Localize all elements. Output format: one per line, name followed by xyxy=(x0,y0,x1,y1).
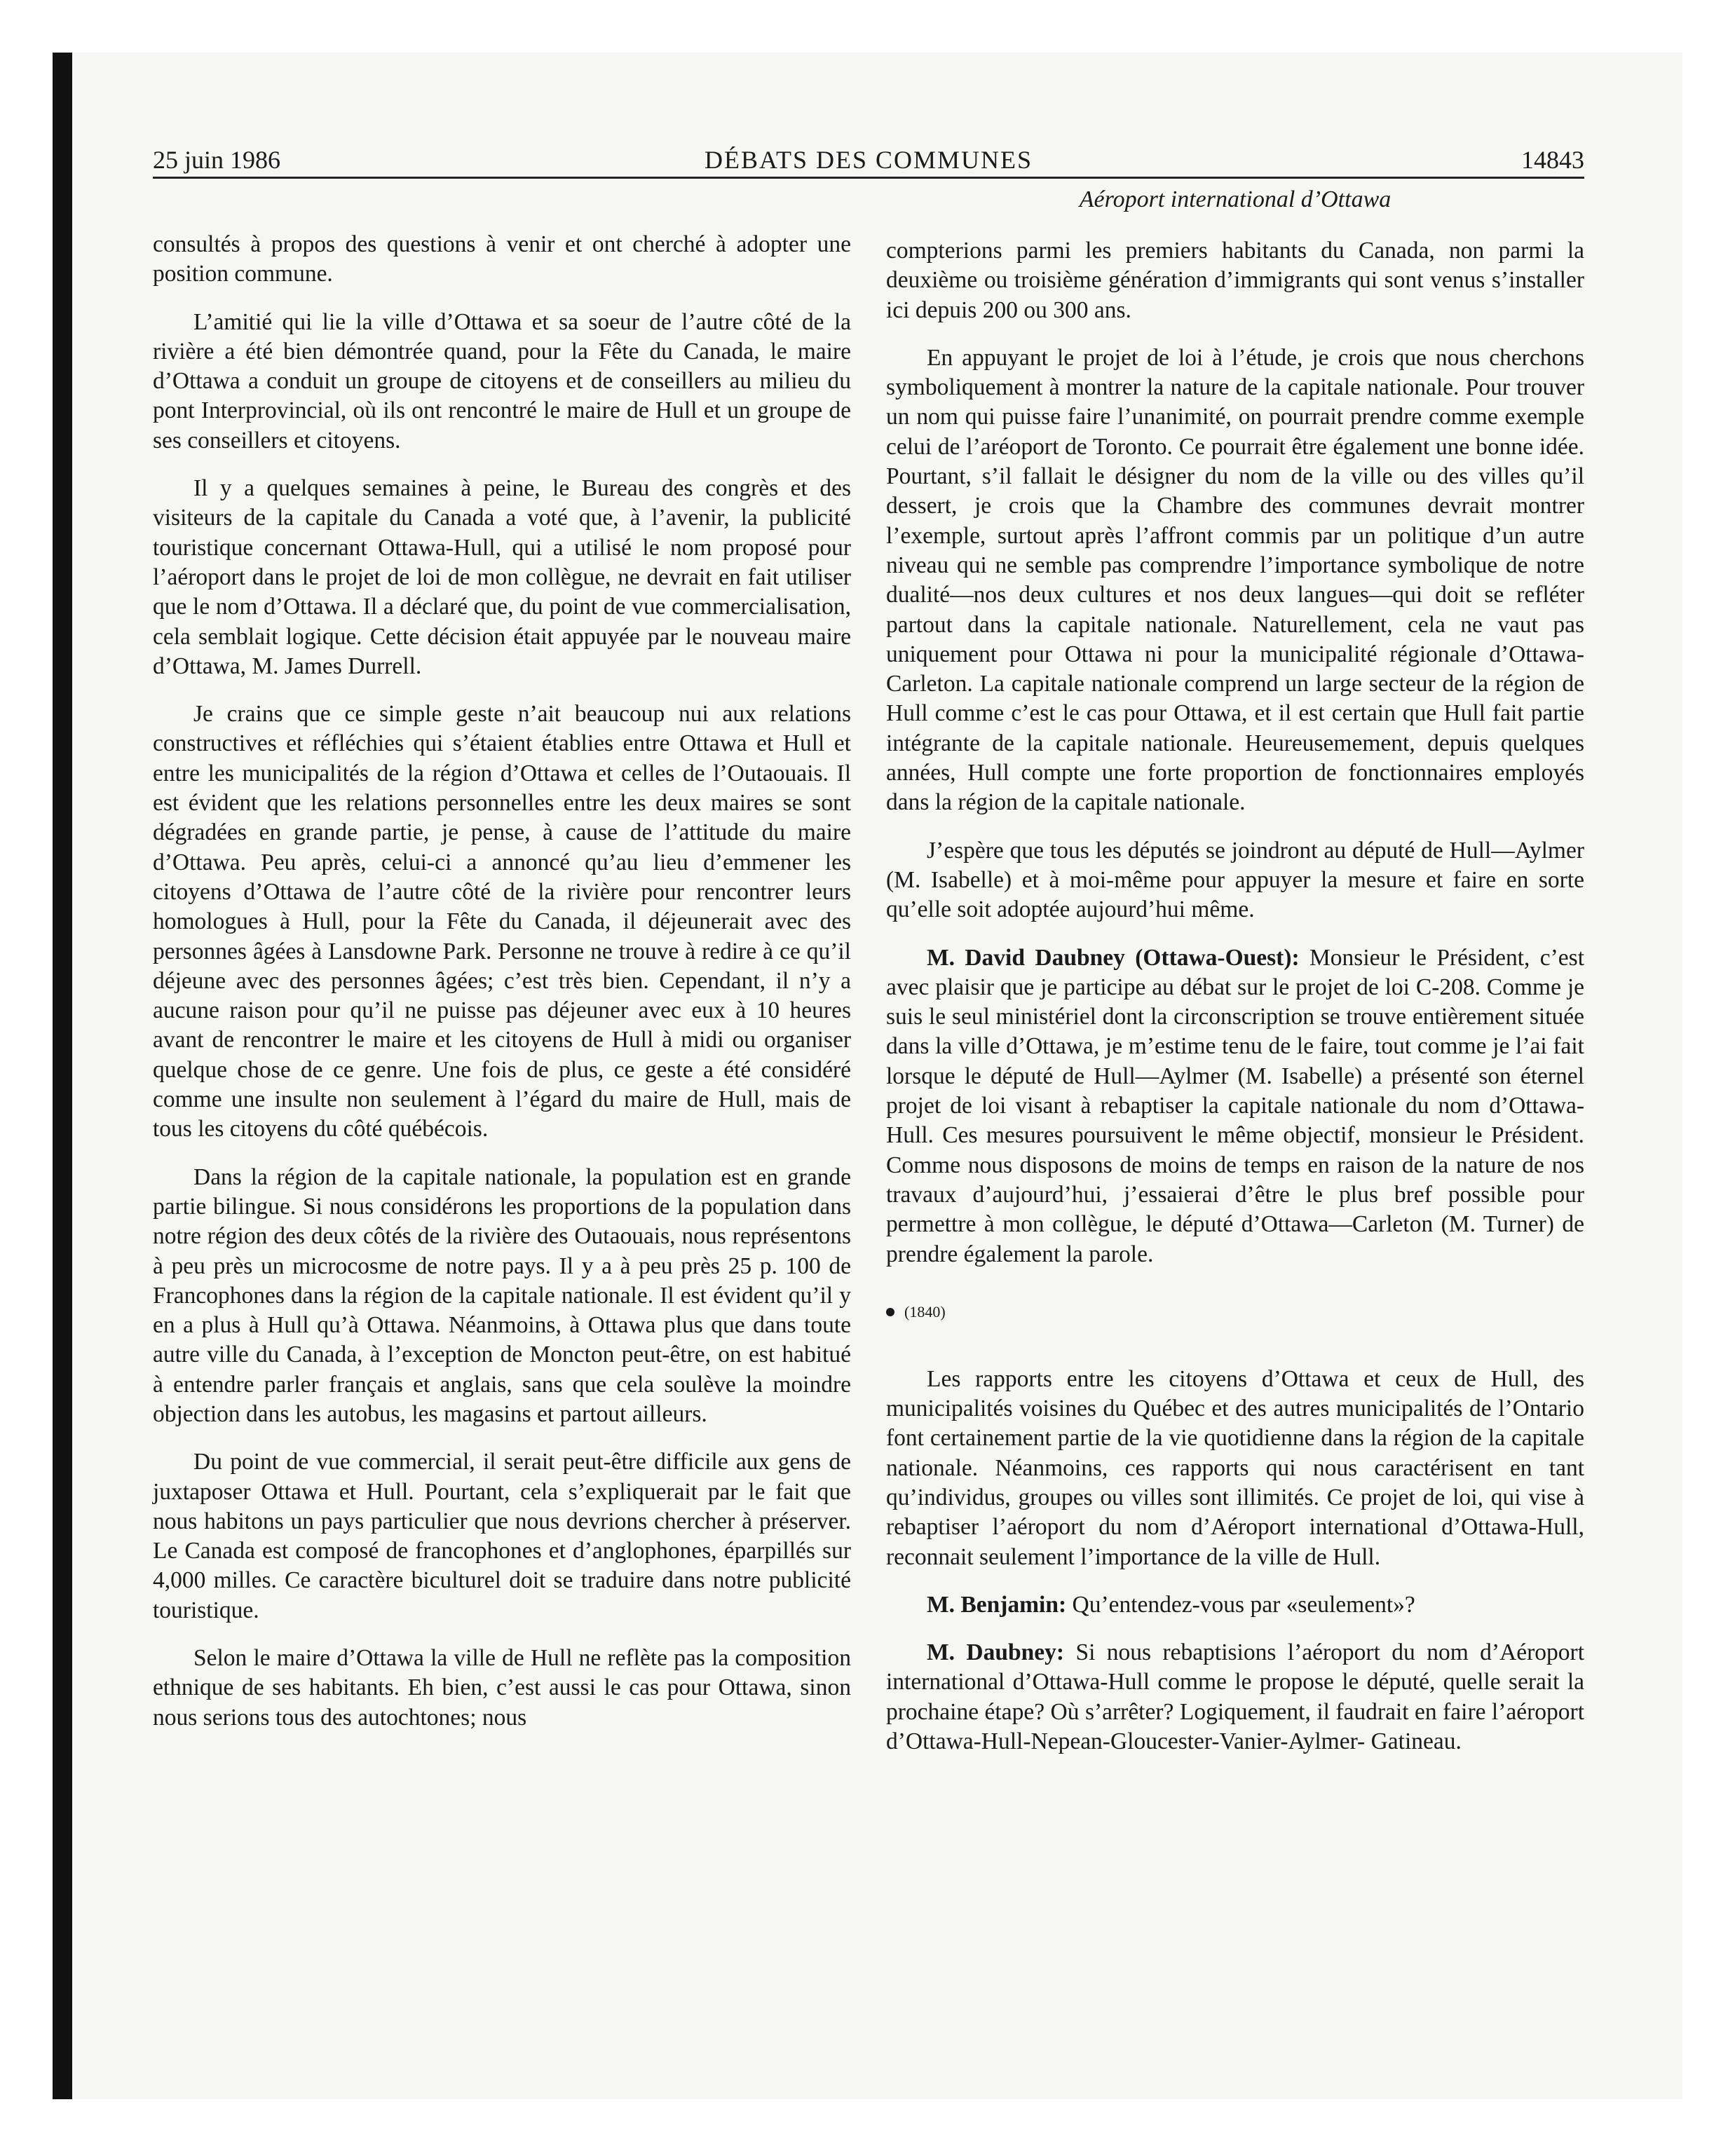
speaker-name: M. David Daubney (Ottawa-Ouest): xyxy=(927,944,1300,971)
speech-text: Monsieur le Président, c’est avec plaisir que je participe au débat sur le projet de loi C-208. Comme je suis le seul ministériel dont la circonscription se trouve entièrement située dans la ville d’Ottawa, je m’estime tenu de le faire, tout comme je l’ai fait lorsque le député de Hull—Aylmer (M. Isabelle) a présenté son éternel projet de loi visant à rebaptiser la capitale nationale du nom d’Ottawa-Hull. Ces mesures poursuivent le même objectif, monsieur le Président. Comme nous disposons de moins de temps en raison de la nature de nos travaux d’aujourd’hui, j’essaierai d’être le plus bref possible pour permettre à mon collègue, le député d’Ottawa—Carleton (M. Turner) de prendre également la parole. xyxy=(886,944,1585,1267)
page-number: 14843 xyxy=(1521,146,1584,174)
paragraph: Selon le maire d’Ottawa la ville de Hull ne reflète pas la composition ethnique de ses habitants. Eh bien, c’est aussi le cas pour Ottawa, sinon nous serions tous des autochtones; nous xyxy=(153,1645,851,1731)
speech-paragraph xyxy=(886,943,1584,1269)
paragraph: Je crains que ce simple geste n’ait beaucoup nui aux relations constructives et réfléchies qui s’étaient établies entre Ottawa et Hull et entre les municipalités de la région d’Ottawa et celles de l’Outaouais. Il est évident que les relations personnelles entre les deux maires se sont dégradées en grande partie, je pense, à cause de l’attitude du maire d’Ottawa. Peu après, celui-ci a annoncé qu’au lieu d’emmener les citoyens d’Ottawa de l’autre côté de la rivière pour rencontrer leurs homologues à Hull, pour la Fête du Canada, il déjeunerait avec des personnes âgées à Lansdowne Park. Personne ne trouve à redire à ce qu’il déjeune avec des personnes âgées; c’est très bien. Cependant, il n’y a aucune raison pour qu’il ne puisse pas déjeuner avec eux à 10 heures avant de rencontrer le maire et les citoyens de Hull à midi ou organiser quelque chose de ce genre. Une fois de plus, ce geste a été considéré comme une insulte non seulement à l’égard du maire de Hull, mais de tous les citoyens du côté québécois. xyxy=(153,701,851,1142)
paragraph: J’espère que tous les députés se joindront au député de Hull—Aylmer (M. Isabelle) et à moi-même pour appuyer la mesure et faire en sorte qu’elle soit adoptée aujourd’hui même. xyxy=(886,837,1584,923)
header-title: DÉBATS DES COMMUNES xyxy=(704,146,1033,174)
binding-edge xyxy=(53,53,72,2099)
paragraph: L’amitié qui lie la ville d’Ottawa et sa soeur de l’autre côté de la rivière a été bien démontrée quand, pour la Fête du Canada, le maire d’Ottawa a conduit un groupe de citoyens et de conseillers au milieu du pont Interprovincial, où ils ont rencontré le maire de Hull et un groupe de ses conseillers et citoyens. xyxy=(153,308,851,453)
paragraph: En appuyant le projet de loi à l’étude, je crois que nous cherchons symboliquement à montrer la nature de la capitale nationale. Pour trouver un nom qui puisse faire l’unanimité, on pourrait prendre comme exemple celui de l’aréoport de Toronto. Ce pourrait être également une bonne idée. Pourtant, s’il fallait le désigner du nom de la ville ou des villes qu’il dessert, je crois que la Chambre des communes devrait montrer l’exemple, surtout après l’affront commis par un politique d’un autre niveau qui ne semble pas comprendre l’importance symbolique de notre dualité—nos deux cultures et nos deux langues—qui doit se refléter partout dans la capitale nationale. Naturellement, cela ne vaut pas uniquement pour Ottawa ni pour la municipalité régionale d’Ottawa-Carleton. La capitale nationale comprend un large secteur de la région de Hull comme c’est le cas pour Ottawa, et il est certain que Hull fait partie intégrante de la capitale nationale. Heureusemement, depuis quelques années, Hull compte une forte proportion de fonctionnaires employés dans la région de la capitale nationale. xyxy=(886,344,1584,816)
speech-text: Si nous rebaptisions l’aéroport du nom d’Aéroport international d’Ottawa-Hull comme le propose le député, quelle serait la prochaine étape? Où s’arrêter? Logiquement, il faudrait en faire l’aéroport d’Ottawa-Hull-Nepean-Gloucester-Vanier-Aylmer- Gatineau. xyxy=(886,1639,1585,1755)
left-column xyxy=(153,230,851,1751)
right-column xyxy=(886,236,1584,1775)
paragraph: Il y a quelques semaines à peine, le Bureau des congrès et des visiteurs de la capitale du Canada a voté que, à l’avenir, la publicité touristique concernant Ottawa-Hull, qui a utilisé le nom proposé pour l’aéroport dans le projet de loi de mon collègue, ne devrait en fait utiliser que le nom d’Ottawa. Il a déclaré que, du point de vue commercialisation, cela semblait logique. Cette décision était appuyée par le nouveau maire d’Ottawa, M. James Durrell. xyxy=(153,475,851,679)
speech-text: Qu’entendez-vous par «seulement»? xyxy=(1072,1591,1415,1618)
speech-paragraph xyxy=(886,1590,1584,1620)
speech-paragraph xyxy=(886,1638,1584,1756)
paragraph: Dans la région de la capitale nationale, la population est en grande partie bilingue. Si nous considérons les proportions de la population dans notre région des deux côtés de la rivière des Outaouais, nous représentons à peu près un microcosme de notre pays. Il y a à peu près 25 p. 100 de Francophones dans la région de la capitale nationale. Il est évident qu’il y en a plus à Hull qu’à Ottawa. Néanmoins, à Ottawa plus que dans toute autre ville du Canada, à l’exception de Moncton peut-être, on est habitué à entendre parler français et anglais, sans que cela soulève la moindre objection dans les autobus, les magasins et partout ailleurs. xyxy=(153,1164,851,1427)
paragraph: Les rapports entre les citoyens d’Ottawa et ceux de Hull, des municipalités voisines du Québec et des autres municipalités de l’Ontario font certainement partie de la vie quotidienne dans la région de la capitale nationale. Néanmoins, ces rapports qui nous caractérisent en tant qu’individus, groupes ou villes sont illimités. Ce projet de loi, qui vise à rebaptiser l’aéroport du nom d’Aéroport international d’Ottawa-Hull, reconnait seulement l’importance de la ville de Hull. xyxy=(886,1365,1584,1570)
header-date: 25 juin 1986 xyxy=(153,146,281,174)
paragraph: compterions parmi les premiers habitants du Canada, non parmi la deuxième ou troisième génération d’immigrants qui sont venus s’installer ici depuis 200 ou 300 ans. xyxy=(886,238,1584,323)
timestamp xyxy=(886,1302,1584,1323)
timestamp-label: (1840) xyxy=(904,1302,946,1321)
paragraph: consultés à propos des questions à venir et ont cherché à adopter une position commune. xyxy=(153,231,851,287)
section-title: Aéroport international d’Ottawa xyxy=(1079,186,1392,212)
speaker-name: M. Benjamin: xyxy=(927,1591,1067,1618)
speaker-name: M. Daubney: xyxy=(927,1639,1065,1666)
paragraph: Du point de vue commercial, il serait peut-être difficile aux gens de juxtaposer Ottawa et Hull. Pourtant, cela s’expliquerait par le fait que nous habitons un pays particulier que nous devrions chercher à préserver. Le Canada est composé de francophones et d’anglophones, éparpillés sur 4,000 milles. Ce caractère biculturel doit se traduire dans notre publicité touristique. xyxy=(153,1449,851,1623)
page-header xyxy=(153,137,1584,179)
bullet-icon xyxy=(886,1308,894,1316)
